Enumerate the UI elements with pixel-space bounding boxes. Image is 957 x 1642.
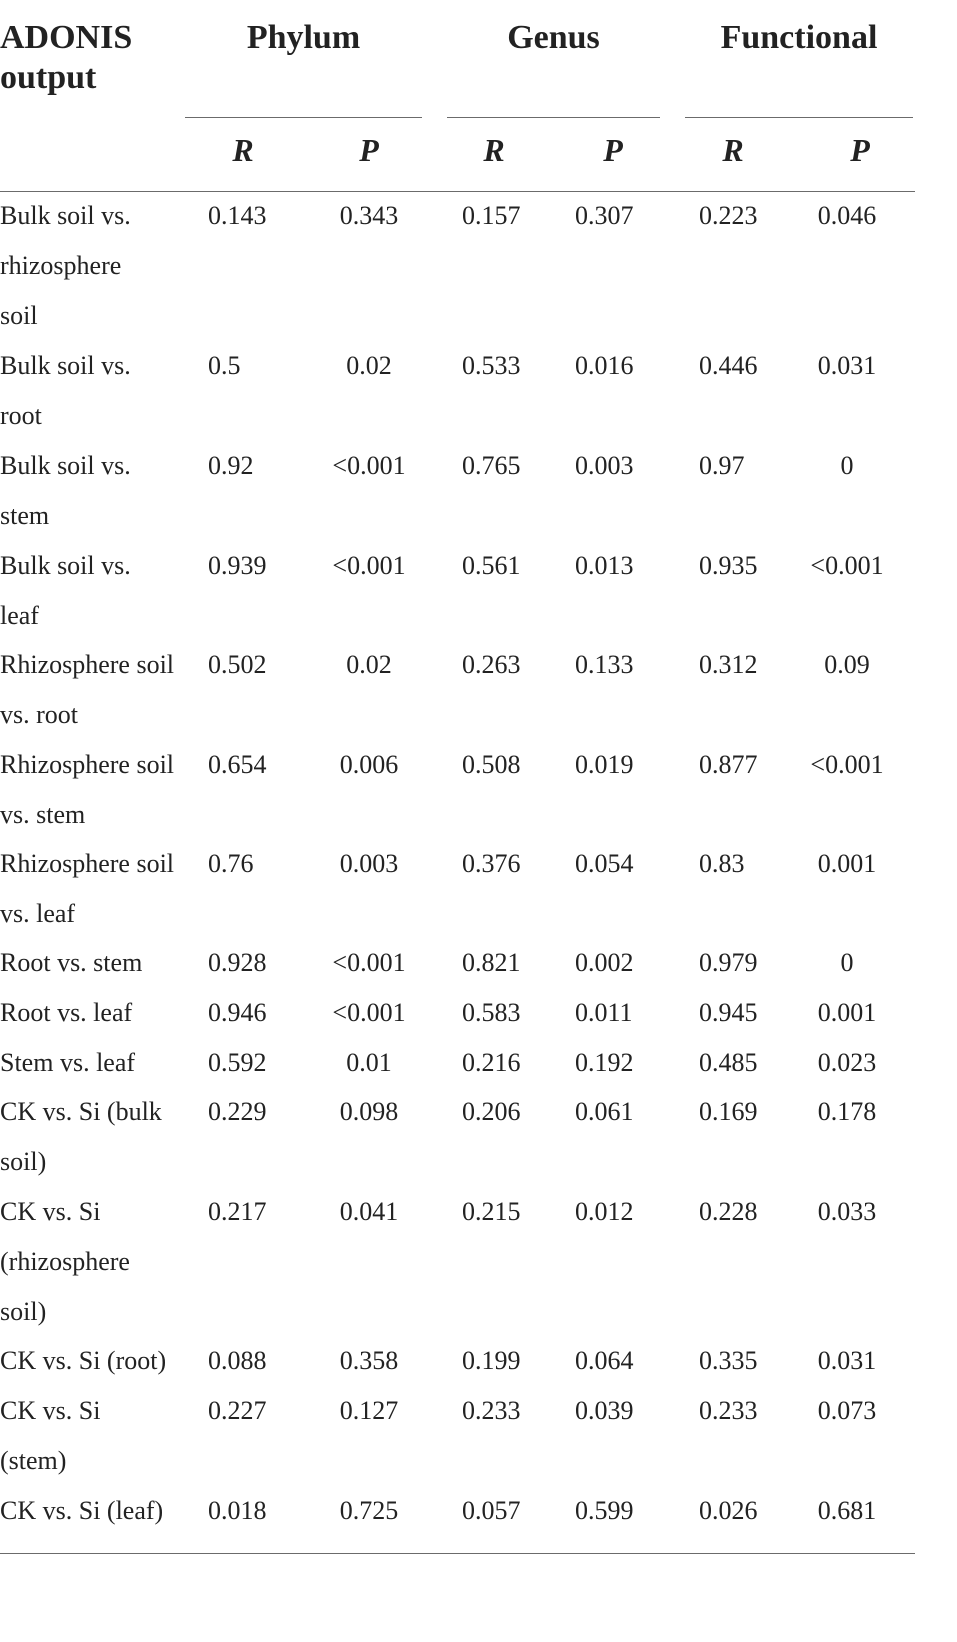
cell-value: <0.001 <box>332 998 406 1027</box>
cell-value: 0.654 <box>208 750 267 779</box>
cell-value: <0.001 <box>810 551 884 580</box>
cell-value: 0.97 <box>699 451 745 480</box>
table-row <box>0 988 957 1038</box>
row-label: CK vs. Si (bulk soil) <box>0 1097 162 1176</box>
header-adonis-output: ADONIS output <box>0 19 133 96</box>
cell-value: 0.001 <box>817 849 877 878</box>
cell-value: 0.821 <box>462 948 521 977</box>
table-row <box>0 441 957 541</box>
cell-value: 0.765 <box>462 451 521 480</box>
cell-value: 0.016 <box>575 351 634 380</box>
row-label: Root vs. stem <box>0 948 143 977</box>
cell-value: 0.343 <box>339 201 399 230</box>
phylum-rule <box>185 117 422 118</box>
cell-value: 0.228 <box>699 1197 758 1226</box>
cell-value: 0.928 <box>208 948 267 977</box>
cell-value: 0.006 <box>339 750 399 779</box>
cell-value: 0.133 <box>575 650 634 679</box>
table-row <box>0 1336 957 1386</box>
table-row <box>0 1386 957 1486</box>
cell-value: 0.592 <box>208 1048 267 1077</box>
cell-value: 0.5 <box>208 351 241 380</box>
cell-value: 0.502 <box>208 650 267 679</box>
functional-rule <box>685 117 913 118</box>
cell-value: 0 <box>840 948 854 977</box>
cell-value: 0.003 <box>575 451 634 480</box>
cell-value: 0.002 <box>575 948 634 977</box>
table-row <box>0 839 957 939</box>
cell-value: <0.001 <box>332 948 406 977</box>
cell-value: 0.199 <box>462 1346 521 1375</box>
cell-value: 0.215 <box>462 1197 521 1226</box>
cell-value: 0.061 <box>575 1097 634 1126</box>
cell-value: 0.945 <box>699 998 758 1027</box>
table-row <box>0 1038 957 1088</box>
row-label: CK vs. Si (leaf) <box>0 1496 164 1525</box>
cell-value: 0.725 <box>339 1496 399 1525</box>
cell-value: 0.233 <box>462 1396 521 1425</box>
cell-value: 0.143 <box>208 201 267 230</box>
cell-value: 0.206 <box>462 1097 521 1126</box>
cell-value: 0.192 <box>575 1048 634 1077</box>
cell-value: 0.877 <box>699 750 758 779</box>
sub-header-r: R <box>232 132 254 168</box>
cell-value: 0.064 <box>575 1346 634 1375</box>
cell-value: 0.508 <box>462 750 521 779</box>
cell-value: 0.023 <box>817 1048 877 1077</box>
cell-value: <0.001 <box>332 551 406 580</box>
cell-value: 0.046 <box>817 201 877 230</box>
cell-value: 0.583 <box>462 998 521 1027</box>
cell-value: 0.83 <box>699 849 745 878</box>
table-row <box>0 1087 957 1187</box>
cell-value: 0.935 <box>699 551 758 580</box>
header-genus: Genus <box>507 19 600 56</box>
cell-value: 0.178 <box>817 1097 877 1126</box>
row-label: CK vs. Si (stem) <box>0 1396 101 1475</box>
cell-value: 0.031 <box>817 1346 877 1375</box>
cell-value: <0.001 <box>332 451 406 480</box>
cell-value: 0.233 <box>699 1396 758 1425</box>
cell-value: 0.019 <box>575 750 634 779</box>
cell-value: 0.946 <box>208 998 267 1027</box>
cell-value: 0.127 <box>339 1396 399 1425</box>
cell-value: 0.054 <box>575 849 634 878</box>
cell-value: 0.533 <box>462 351 521 380</box>
cell-value: 0.227 <box>208 1396 267 1425</box>
cell-value: 0.02 <box>346 650 392 679</box>
cell-value: 0.312 <box>699 650 758 679</box>
table-row <box>0 341 957 441</box>
cell-value: 0.446 <box>699 351 758 380</box>
cell-value: 0.013 <box>575 551 634 580</box>
cell-value: 0.376 <box>462 849 521 878</box>
row-label: Bulk soil vs. rhizosphere soil <box>0 201 131 330</box>
cell-value: 0.76 <box>208 849 254 878</box>
row-label: Root vs. leaf <box>0 998 133 1027</box>
row-label: Bulk soil vs. root <box>0 351 131 430</box>
sub-header-p: P <box>603 132 623 168</box>
cell-value: 0.01 <box>346 1048 392 1077</box>
cell-value: 0.307 <box>575 201 634 230</box>
table-row <box>0 541 957 641</box>
row-label: Rhizosphere soil vs. leaf <box>0 849 175 928</box>
cell-value: 0.216 <box>462 1048 521 1077</box>
cell-value: 0.561 <box>462 551 521 580</box>
row-label: Rhizosphere soil vs. root <box>0 650 175 729</box>
cell-value: 0.485 <box>699 1048 758 1077</box>
row-label: CK vs. Si (root) <box>0 1346 167 1375</box>
table-row <box>0 191 957 341</box>
cell-value: 0.681 <box>817 1496 877 1525</box>
cell-value: 0.031 <box>817 351 877 380</box>
sub-header-p: P <box>850 132 870 168</box>
cell-value: 0.098 <box>339 1097 399 1126</box>
cell-value: 0.041 <box>339 1197 399 1226</box>
cell-value: 0.223 <box>699 201 758 230</box>
sub-header-p: P <box>359 132 379 168</box>
cell-value: 0.039 <box>575 1396 634 1425</box>
cell-value: 0.001 <box>817 998 877 1027</box>
cell-value: 0.003 <box>339 849 399 878</box>
table-row <box>0 640 957 740</box>
cell-value: 0.979 <box>699 948 758 977</box>
cell-value: 0.057 <box>462 1496 521 1525</box>
cell-value: 0.012 <box>575 1197 634 1226</box>
cell-value: 0.939 <box>208 551 267 580</box>
table-row <box>0 740 957 840</box>
table-row <box>0 1187 957 1337</box>
cell-value: 0.335 <box>699 1346 758 1375</box>
cell-value: 0.02 <box>346 351 392 380</box>
cell-value: 0.229 <box>208 1097 267 1126</box>
cell-value: 0.358 <box>339 1346 399 1375</box>
header-phylum: Phylum <box>246 19 361 56</box>
cell-value: 0.033 <box>817 1197 877 1226</box>
cell-value: 0.088 <box>208 1346 267 1375</box>
row-label: Stem vs. leaf <box>0 1048 136 1077</box>
cell-value: 0.169 <box>699 1097 758 1126</box>
row-label: Bulk soil vs. stem <box>0 451 131 530</box>
cell-value: 0.011 <box>575 998 633 1027</box>
cell-value: 0.157 <box>462 201 521 230</box>
cell-value: 0.073 <box>817 1396 877 1425</box>
sub-header-r: R <box>722 132 744 168</box>
cell-value: 0.018 <box>208 1496 267 1525</box>
cell-value: 0.217 <box>208 1197 267 1226</box>
genus-rule <box>447 117 660 118</box>
sub-header-r: R <box>483 132 505 168</box>
cell-value: <0.001 <box>810 750 884 779</box>
table-row <box>0 938 957 988</box>
header-functional: Functional <box>720 19 878 56</box>
row-label: CK vs. Si (rhizosphere soil) <box>0 1197 130 1326</box>
cell-value: 0.026 <box>699 1496 758 1525</box>
cell-value: 0 <box>840 451 854 480</box>
cell-value: 0.92 <box>208 451 254 480</box>
row-label: Rhizosphere soil vs. stem <box>0 750 175 829</box>
table-row <box>0 1486 957 1546</box>
cell-value: 0.599 <box>575 1496 634 1525</box>
cell-value: 0.09 <box>824 650 870 679</box>
table-bottom-rule <box>0 1553 915 1554</box>
cell-value: 0.263 <box>462 650 521 679</box>
row-label: Bulk soil vs. leaf <box>0 551 131 630</box>
